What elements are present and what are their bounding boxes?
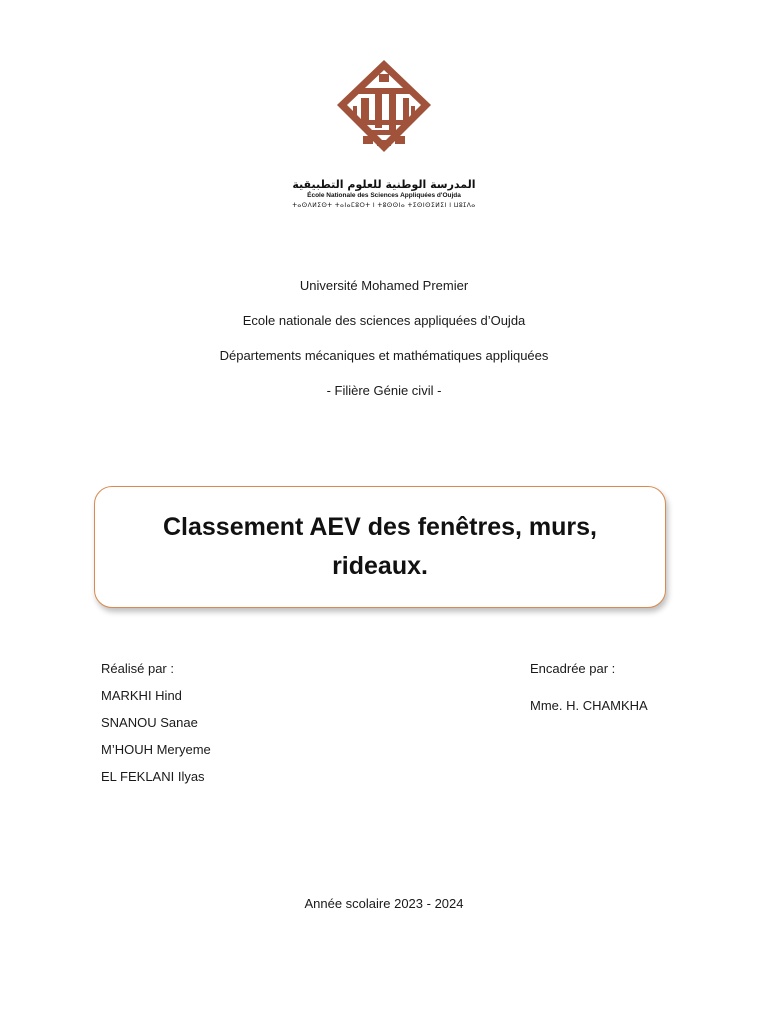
university-name: Université Mohamed Premier xyxy=(299,278,469,293)
academic-year: Année scolaire 2023 - 2024 xyxy=(304,896,464,911)
title-line-2: rideaux. xyxy=(332,552,428,580)
document-title xyxy=(120,508,640,586)
school-logo-emblem-icon xyxy=(319,60,449,175)
logo-arabic-name: المدرسة الوطنية للعلوم التطبيقية xyxy=(292,178,476,191)
author-name: EL FEKLANI Ilyas xyxy=(101,769,205,784)
supervisor-name: Mme. H. CHAMKHA xyxy=(530,698,648,713)
authors-label: Réalisé par : xyxy=(101,661,174,676)
author-name: MARKHI Hind xyxy=(101,688,182,703)
departments-name: Départements mécaniques et mathématiques appliquées xyxy=(219,348,549,363)
title-line-1: Classement AEV des fenêtres, murs, xyxy=(163,513,597,541)
filiere-name: - Filière Génie civil - xyxy=(326,383,442,398)
school-name: Ecole nationale des sciences appliquées d’Oujda xyxy=(242,313,526,328)
author-name: M’HOUH Meryeme xyxy=(101,742,211,757)
author-name: SNANOU Sanae xyxy=(101,715,198,730)
logo-tifinagh-name: ⵜⴰⵙⴷⵍⵉⵙⵜ ⵜⴰⵏⴰⵎⵓⵔⵜ ⵏ ⵜⵓⵙⵙⵏⴰ ⵜⵉⵙⵏⵙⵉⵍⵉⵏ ⵏ ⵡⵓⵊⴷⴰ xyxy=(292,202,476,209)
supervisor-label: Encadrée par : xyxy=(530,661,616,676)
logo-french-name: École Nationale des Sciences Appliquées d'Oujda xyxy=(307,192,461,199)
title-box xyxy=(94,486,666,608)
